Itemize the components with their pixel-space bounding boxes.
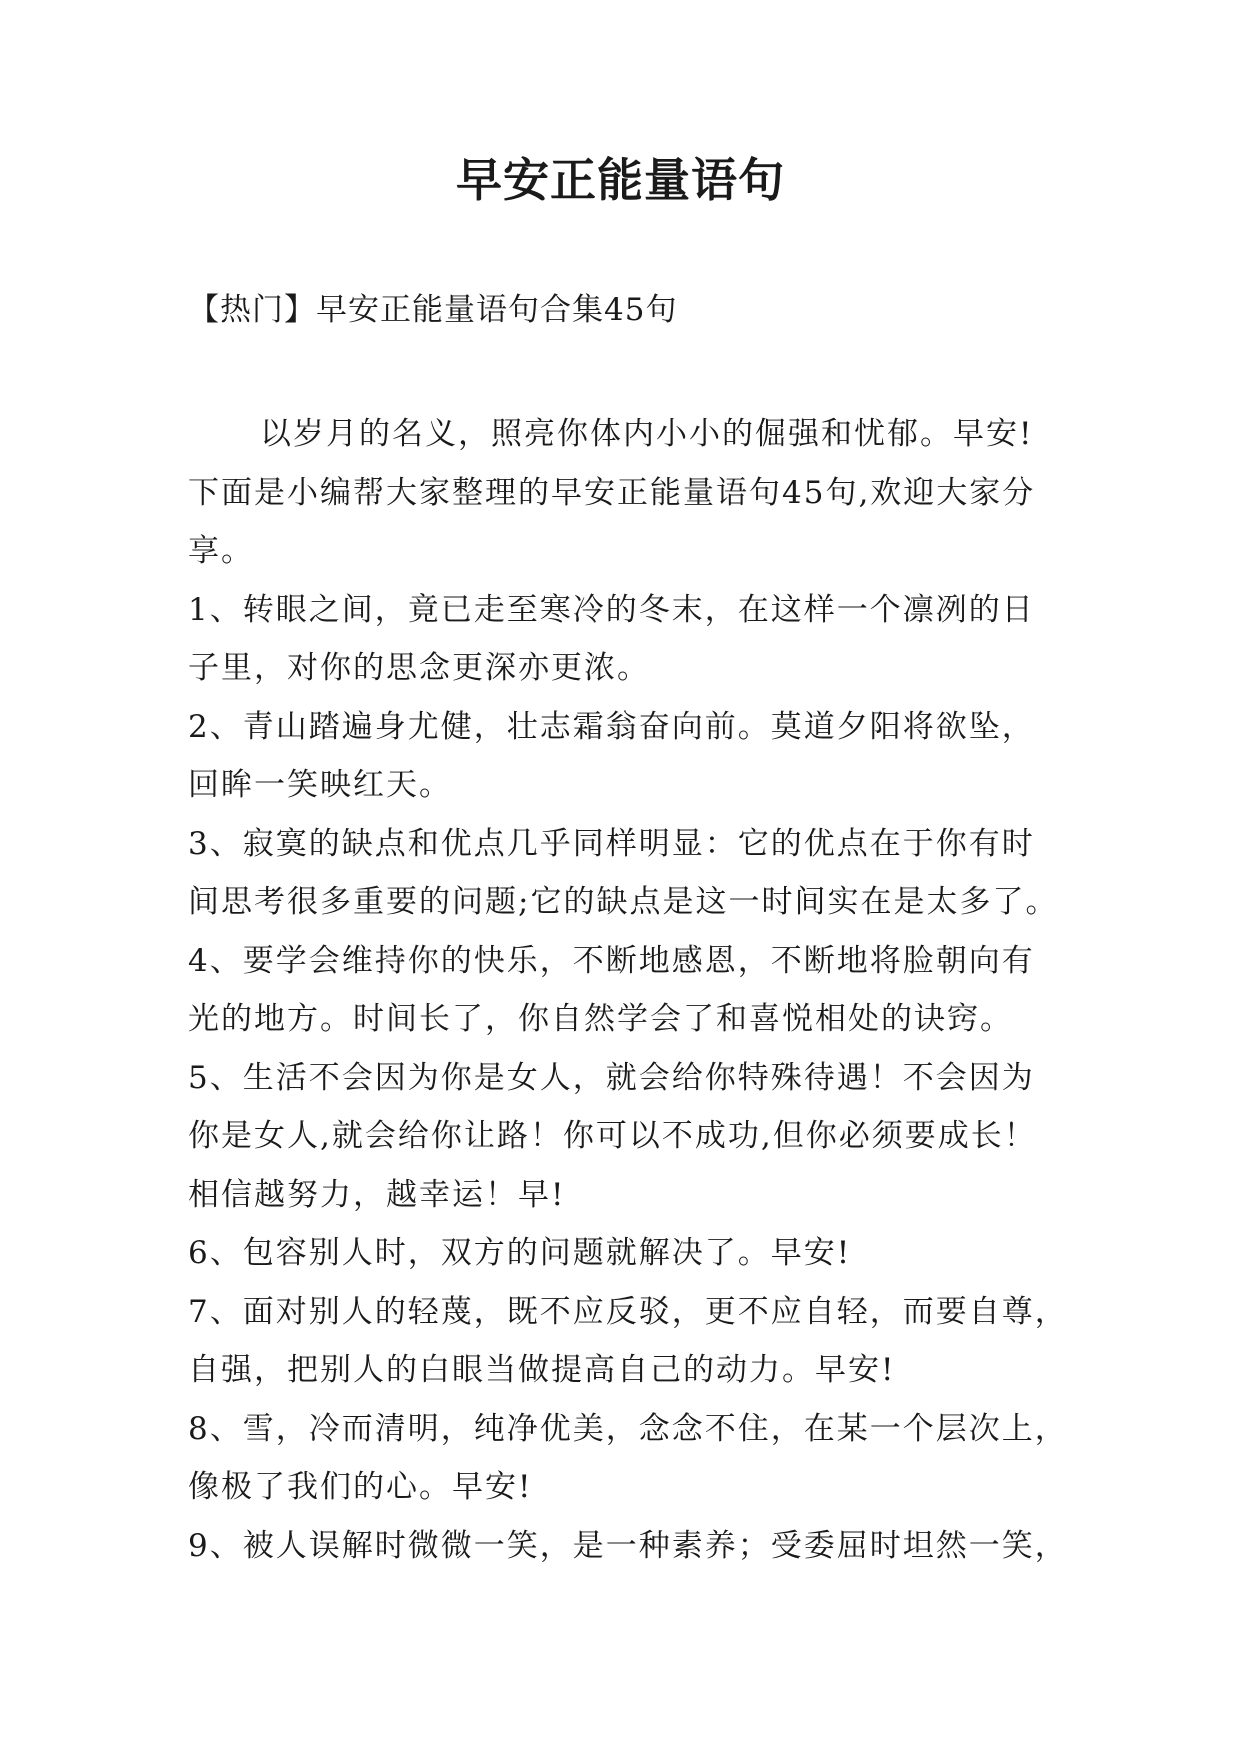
body-line: 间思考很多重要的问题;它的缺点是这一时间实在是太多了。 xyxy=(188,884,1059,920)
body-line: 子里，对你的思念更深亦更浓。 xyxy=(188,650,650,686)
body-line: 7、面对别人的轻蔑，既不应反驳，更不应自轻，而要自尊， xyxy=(188,1293,1068,1330)
body-line: 回眸一笑映红天。 xyxy=(188,767,452,803)
body-line: 6、包容别人时，双方的问题就解决了。早安! xyxy=(188,1235,852,1271)
body-line: 8、雪，冷而清明，纯净优美，念念不住，在某一个层次上， xyxy=(188,1410,1068,1447)
body-line: 自强，把别人的白眼当做提高自己的动力。早安! xyxy=(188,1352,896,1388)
body-line: 5、生活不会因为你是女人，就会给你特殊待遇！不会因为 xyxy=(188,1059,1035,1096)
document-subtitle: 【热门】早安正能量语句合集45句 xyxy=(188,292,678,328)
body-line: 2、青山踏遍身尤健，壮志霜翁奋向前。莫道夕阳将欲坠， xyxy=(188,708,1035,745)
body-line: 光的地方。时间长了，你自然学会了和喜悦相处的诀窍。 xyxy=(188,1001,1013,1037)
body-line: 相信越努力，越幸运！早! xyxy=(188,1176,566,1213)
body-line: 以岁月的名义，照亮你体内小小的倔强和忧郁。早安! xyxy=(260,416,1034,452)
body-line: 你是女人,就会给你让路！你可以不成功,但你必须要成长！ xyxy=(188,1118,1037,1154)
body-line: 9、被人误解时微微一笑，是一种素养；受委屈时坦然一笑， xyxy=(188,1527,1068,1564)
body-line: 像极了我们的心。早安! xyxy=(188,1469,533,1505)
body-line: 1、转眼之间，竟已走至寒冷的冬末，在这样一个凛冽的日 xyxy=(188,591,1035,628)
body-line: 享。 xyxy=(188,533,254,569)
body-line: 3、寂寞的缺点和优点几乎同样明显：它的优点在于你有时 xyxy=(188,825,1035,862)
document-body xyxy=(188,405,1068,1575)
body-line: 下面是小编帮大家整理的早安正能量语句45句,欢迎大家分 xyxy=(188,474,1036,511)
body-line: 4、要学会维持你的快乐，不断地感恩，不断地将脸朝向有 xyxy=(188,942,1035,979)
document-title: 早安正能量语句 xyxy=(456,153,785,207)
